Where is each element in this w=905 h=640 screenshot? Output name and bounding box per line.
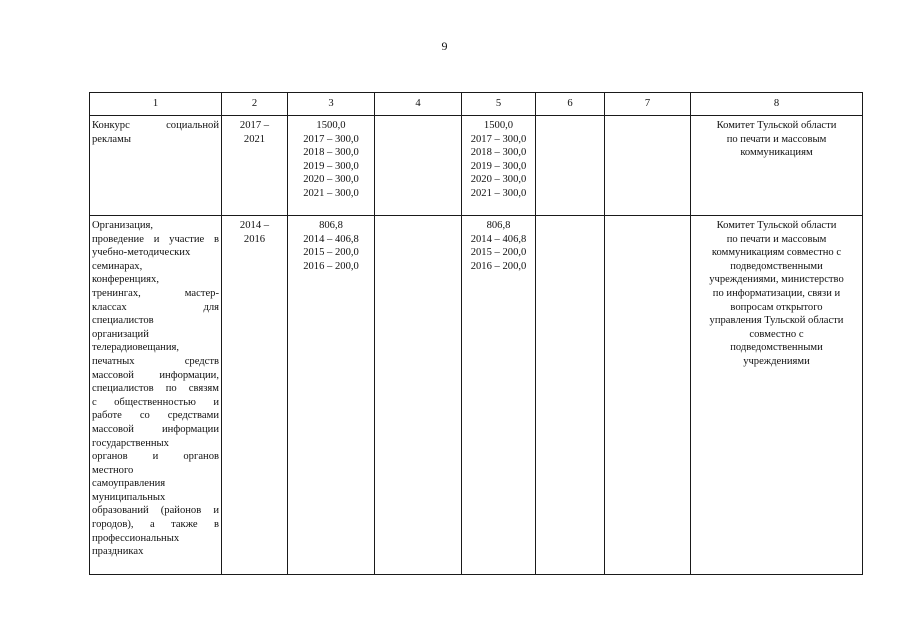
column-header-3: 3 bbox=[288, 93, 375, 116]
funding-line: 2016 – 200,0 bbox=[470, 260, 527, 272]
period-line: 2014 – bbox=[239, 220, 270, 231]
event-name-line: городов), а также в bbox=[92, 519, 219, 531]
event-name-line: учебно-методических bbox=[92, 247, 191, 259]
event-name-line: проведение и участие в bbox=[92, 233, 219, 245]
funding-line: 2019 – 300,0 bbox=[303, 160, 359, 172]
column-4-cell bbox=[375, 216, 462, 575]
event-name-line: органов и органов bbox=[92, 451, 219, 463]
period-line: 2017 – bbox=[239, 120, 270, 131]
funding-total-cell bbox=[288, 216, 375, 575]
responsible-line: по информатизации, связи и bbox=[712, 287, 841, 299]
responsible-line: Комитет Тульской области bbox=[716, 120, 837, 131]
funding-line: 806,8 bbox=[319, 220, 343, 231]
table-row bbox=[90, 116, 863, 216]
responsible-line: коммуникациям bbox=[740, 147, 813, 159]
responsible-line: подведомственными bbox=[730, 342, 823, 354]
column-7-cell bbox=[605, 216, 691, 575]
funding-line: 2016 – 200,0 bbox=[303, 260, 359, 272]
event-name-line: массовой информации, bbox=[92, 369, 219, 381]
responsible-line: Комитет Тульской области bbox=[716, 220, 837, 231]
event-name-line: государственных bbox=[92, 437, 169, 449]
responsible-line: совместно с bbox=[749, 328, 804, 340]
funding-line: 2019 – 300,0 bbox=[470, 160, 527, 172]
event-name-line: телерадиовещания, bbox=[92, 342, 180, 354]
funding-line: 2018 – 300,0 bbox=[303, 147, 359, 159]
event-name-line: с общественностью и bbox=[92, 396, 219, 408]
column-header-2: 2 bbox=[222, 93, 288, 116]
event-name-line: массовой информации bbox=[92, 423, 219, 435]
period-cell bbox=[222, 216, 288, 575]
column-header-8: 8 bbox=[691, 93, 863, 116]
program-table bbox=[89, 92, 863, 575]
event-name-line: семинарах, bbox=[92, 260, 143, 272]
responsible-cell bbox=[691, 216, 863, 575]
event-name-line: специалистов по связям bbox=[92, 383, 219, 395]
event-name-line: Конкурс социальной bbox=[92, 120, 219, 131]
column-header-4: 4 bbox=[375, 93, 462, 116]
event-name-line: работе со средствами bbox=[92, 410, 219, 422]
event-name-line: самоуправления bbox=[92, 478, 166, 490]
event-name-line: тренингах, мастер- bbox=[92, 287, 219, 299]
column-6-cell bbox=[536, 116, 605, 216]
column-4-cell bbox=[375, 116, 462, 216]
responsible-line: вопросам открытого bbox=[730, 301, 823, 313]
responsible-line: учреждениями, министерство bbox=[709, 274, 844, 286]
responsible-line: по печати и массовым bbox=[726, 233, 827, 245]
funding-line: 1500,0 bbox=[316, 120, 346, 131]
funding-line: 2020 – 300,0 bbox=[303, 174, 359, 186]
event-name-line: праздниках bbox=[92, 546, 144, 558]
table-header-row bbox=[90, 93, 863, 116]
funding-source-cell bbox=[462, 216, 536, 575]
column-header-1: 1 bbox=[90, 93, 222, 116]
event-name-line: специалистов bbox=[92, 315, 154, 327]
event-name-line: Организация, bbox=[92, 220, 154, 231]
column-header-5: 5 bbox=[462, 93, 536, 116]
column-7-cell bbox=[605, 116, 691, 216]
event-name-line: организаций bbox=[92, 328, 149, 340]
event-name-line: печатных средств bbox=[92, 355, 219, 367]
funding-line: 806,8 bbox=[486, 220, 511, 231]
column-header-7: 7 bbox=[605, 93, 691, 116]
funding-line: 1500,0 bbox=[483, 120, 514, 131]
column-6-cell bbox=[536, 216, 605, 575]
funding-line: 2015 – 200,0 bbox=[303, 247, 359, 259]
period-line: 2021 bbox=[243, 133, 266, 145]
column-header-6: 6 bbox=[536, 93, 605, 116]
event-name-line: муниципальных bbox=[92, 491, 166, 503]
funding-line: 2014 – 406,8 bbox=[470, 233, 527, 245]
table-row bbox=[90, 216, 863, 575]
event-name-line: образований (районов и bbox=[92, 505, 219, 517]
responsible-line: учреждениями bbox=[743, 355, 810, 367]
responsible-line: коммуникациям совместно с bbox=[711, 247, 842, 259]
funding-line: 2017 – 300,0 bbox=[303, 133, 359, 145]
event-name-line: профессиональных bbox=[92, 532, 180, 544]
funding-line: 2020 – 300,0 bbox=[470, 174, 527, 186]
funding-line: 2017 – 300,0 bbox=[470, 133, 527, 145]
period-cell bbox=[222, 116, 288, 216]
responsible-cell bbox=[691, 116, 863, 216]
funding-line: 2021 – 300,0 bbox=[470, 187, 527, 199]
funding-line: 2015 – 200,0 bbox=[470, 247, 527, 259]
funding-line: 2018 – 300,0 bbox=[470, 147, 527, 159]
responsible-line: подведомственными bbox=[730, 260, 823, 272]
funding-source-cell bbox=[462, 116, 536, 216]
event-name-line: конференциях, bbox=[92, 274, 159, 286]
event-name-line: рекламы bbox=[92, 133, 131, 145]
responsible-line: по печати и массовым bbox=[726, 133, 827, 145]
event-name-cell bbox=[90, 116, 222, 216]
event-name-line: классах для bbox=[92, 301, 219, 313]
funding-line: 2021 – 300,0 bbox=[303, 187, 359, 199]
event-name-line: местного bbox=[92, 464, 134, 476]
period-line: 2016 bbox=[243, 233, 266, 245]
funding-line: 2014 – 406,8 bbox=[303, 233, 359, 245]
event-name-cell bbox=[90, 216, 222, 575]
responsible-line: управления Тульской области bbox=[709, 315, 844, 327]
page-number: 9 bbox=[441, 39, 448, 53]
funding-total-cell bbox=[288, 116, 375, 216]
